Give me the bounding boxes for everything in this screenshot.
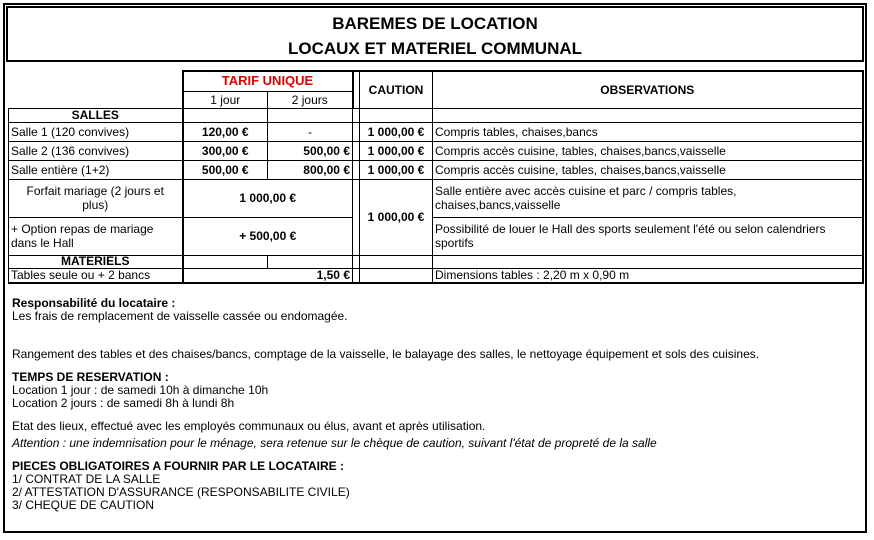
- attention-text: Attention : une indemnisation pour le ménage, sera retenue sur le chèque de caution, suivant l'état de propreté de la salle: [12, 436, 657, 450]
- table-row: [9, 122, 863, 141]
- caution-header: CAUTION: [360, 71, 433, 108]
- tables-label: Tables seule ou + 2 bancs: [9, 268, 183, 283]
- row-price-2-jours: -: [268, 122, 353, 141]
- observations-header: OBSERVATIONS: [433, 71, 863, 108]
- option-observation: Possibilité de louer le Hall des sports seulement l'été ou selon calendriers sportifs: [433, 217, 863, 255]
- materiels-header: MATERIELS: [9, 255, 183, 268]
- row-observation: Compris tables, chaises,bancs: [433, 122, 863, 141]
- row-caution: 1 000,00 €: [360, 122, 433, 141]
- col-1-jour: 1 jour: [183, 91, 268, 108]
- row-label: Salle 1 (120 convives): [9, 122, 183, 141]
- title-box: [6, 6, 864, 62]
- tables-price: 1,50 €: [183, 268, 353, 283]
- salles-header: SALLES: [9, 108, 183, 122]
- row-observation: Compris accès cuisine, tables, chaises,bancs,vaisselle: [433, 160, 863, 179]
- row-price-2-jours: 800,00 €: [268, 160, 353, 179]
- forfait-price: 1 000,00 €: [183, 179, 353, 217]
- forfait-row: [9, 179, 863, 217]
- row-price-2-jours: 500,00 €: [268, 141, 353, 160]
- row-observation: Compris accès cuisine, tables, chaises,bancs,vaisselle: [433, 141, 863, 160]
- row-caution: 1 000,00 €: [360, 141, 433, 160]
- tarif-unique-header: TARIF UNIQUE: [183, 71, 353, 91]
- table-row: [9, 160, 863, 179]
- option-label: + Option repas de mariage dans le Hall: [9, 217, 183, 255]
- title-line-1: BAREMES DE LOCATION: [332, 14, 538, 33]
- pieces-item-3: 3/ CHEQUE DE CAUTION: [12, 498, 155, 512]
- option-row: [9, 217, 863, 255]
- pieces-item-2: 2/ ATTESTATION D'ASSURANCE (RESPONSABILITE CIVILE): [12, 485, 350, 499]
- table-row: [9, 141, 863, 160]
- forfait-caution: 1 000,00 €: [360, 179, 433, 255]
- temps-reservation-2: Location 2 jours : de samedi 8h à lundi 8h: [12, 396, 235, 410]
- tariff-table: [8, 70, 864, 284]
- row-price-1-jour: 120,00 €: [183, 122, 268, 141]
- temps-reservation-title: TEMPS DE RESERVATION :: [12, 370, 169, 384]
- tables-row: [9, 268, 863, 283]
- tables-observation: Dimensions tables : 2,20 m x 0,90 m: [433, 268, 863, 283]
- forfait-observation: Salle entière avec accès cuisine et parc / compris tables, chaises,bancs,vaisselle: [433, 179, 863, 217]
- temps-reservation-1: Location 1 jour : de samedi 10h à dimanche 10h: [12, 383, 269, 397]
- row-label: Salle 2 (136 convives): [9, 141, 183, 160]
- responsabilite-title: Responsabilité du locataire :: [12, 296, 176, 310]
- pieces-title: PIECES OBLIGATOIRES A FOURNIR PAR LE LOCATAIRE :: [12, 459, 345, 473]
- row-label: Salle entière (1+2): [9, 160, 183, 179]
- notes-section: [12, 297, 759, 512]
- row-price-1-jour: 300,00 €: [183, 141, 268, 160]
- option-price: + 500,00 €: [183, 217, 353, 255]
- responsabilite-text: Les frais de remplacement de vaisselle cassée ou endomagée.: [12, 309, 348, 323]
- etat-des-lieux-text: Etat des lieux, effectué avec les employés communaux ou élus, avant et après utilisation.: [12, 419, 486, 433]
- pieces-item-1: 1/ CONTRAT DE LA SALLE: [12, 472, 161, 486]
- forfait-label: Forfait mariage (2 jours et plus): [9, 179, 183, 217]
- row-caution: 1 000,00 €: [360, 160, 433, 179]
- rangement-text: Rangement des tables et des chaises/bancs, comptage de la vaisselle, le balayage des salles, le nettoyage équipement et sols des cuisines.: [12, 347, 760, 361]
- col-2-jours: 2 jours: [268, 91, 353, 108]
- title-line-2: LOCAUX ET MATERIEL COMMUNAL: [287, 39, 583, 58]
- row-price-1-jour: 500,00 €: [183, 160, 268, 179]
